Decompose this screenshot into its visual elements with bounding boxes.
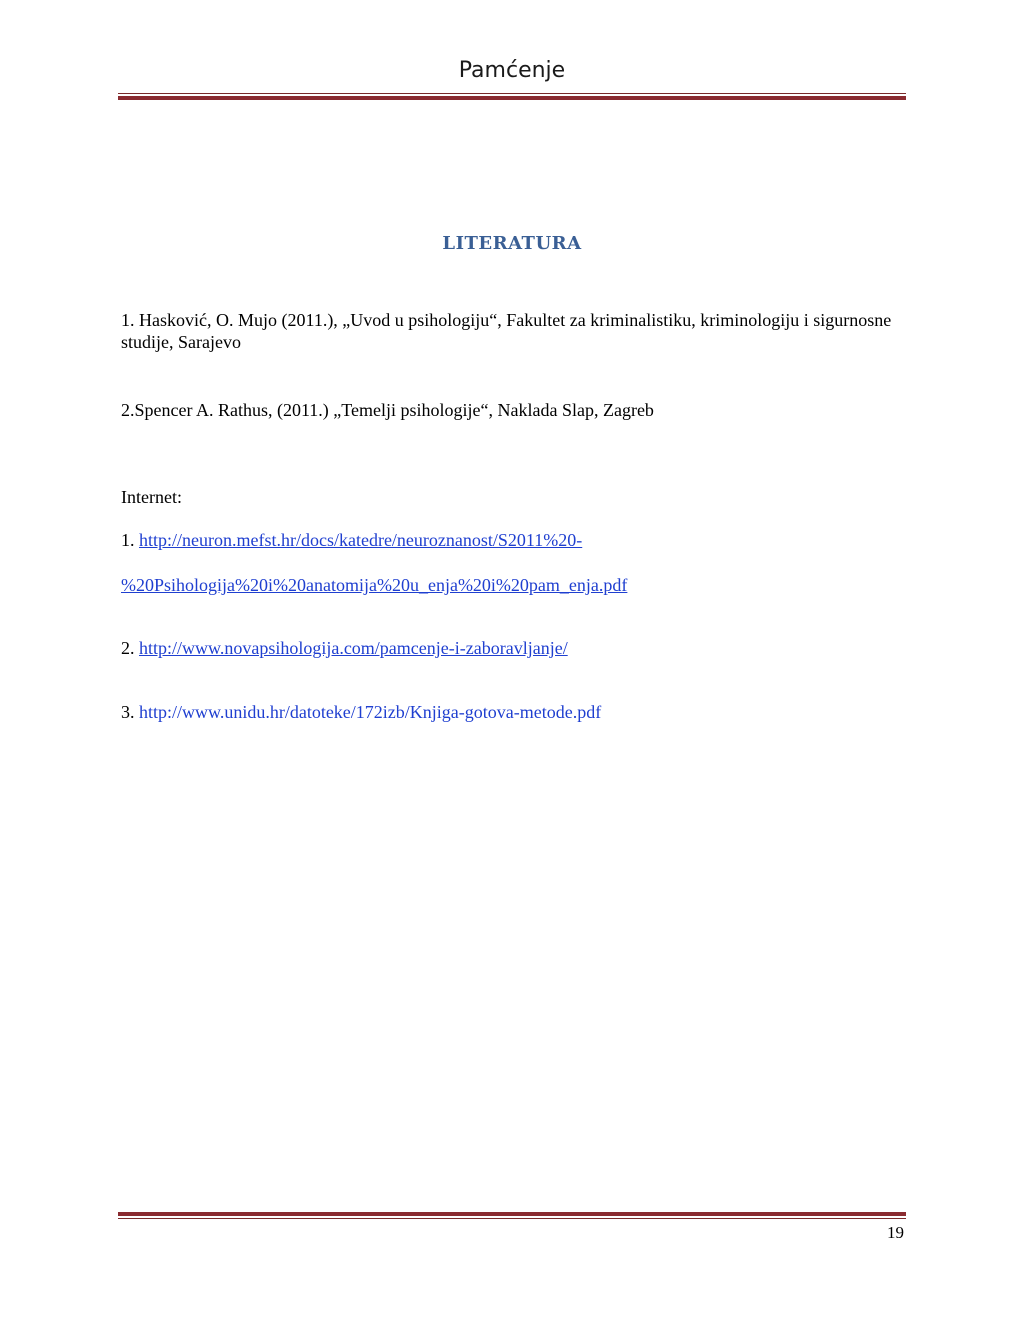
internet-label: Internet: bbox=[121, 487, 182, 507]
link-number: 2. bbox=[121, 638, 135, 658]
internet-link-item bbox=[121, 701, 906, 723]
hyperlink[interactable]: http://www.unidu.hr/datoteke/172izb/Knjiga-gotova-metode.pdf bbox=[139, 702, 602, 722]
header-rule bbox=[118, 93, 906, 100]
hyperlink[interactable]: %20Psihologija%20i%20anatomija%20u_enja%20i%20pam_enja.pdf bbox=[121, 575, 628, 595]
reference-item: 1. Hasković, O. Mujo (2011.), „Uvod u psihologiju“, Fakultet za kriminalistiku, kriminologiju i sigurnosne studije, Sarajevo bbox=[121, 310, 892, 352]
section-heading: LITERATURA bbox=[442, 233, 582, 254]
internet-link-item bbox=[121, 637, 906, 659]
reference-item: 2.Spencer A. Rathus, (2011.) „Temelji psihologije“, Naklada Slap, Zagreb bbox=[121, 400, 654, 420]
link-number: 1. bbox=[121, 530, 135, 550]
running-header-title: Pamćenje bbox=[458, 58, 566, 83]
link-number: 3. bbox=[121, 702, 135, 722]
internet-link-item bbox=[121, 529, 906, 551]
hyperlink[interactable]: http://neuron.mefst.hr/docs/katedre/neuroznanost/S2011%20- bbox=[139, 530, 583, 550]
footer-rule bbox=[118, 1212, 906, 1219]
internet-link-continuation bbox=[121, 574, 906, 596]
hyperlink[interactable]: http://www.novapsihologija.com/pamcenje-i-zaboravljanje/ bbox=[139, 638, 568, 658]
page-number: 19 bbox=[887, 1223, 904, 1242]
